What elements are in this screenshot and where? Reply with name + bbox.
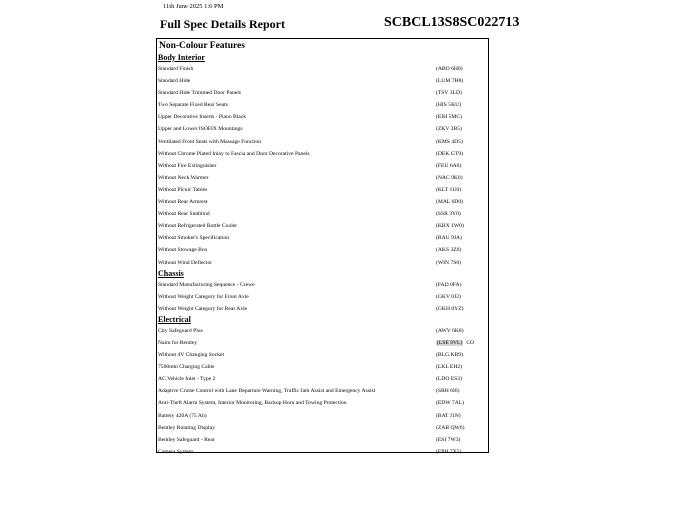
feature-code	[436, 385, 488, 397]
group-heading: Body Interior	[158, 53, 205, 62]
feature-name: Without Stowage Box	[158, 247, 208, 254]
feature-name: Two Separate Fixed Rear Seats	[158, 102, 228, 109]
feature-code-value: (LUM 7H8)	[436, 78, 464, 85]
feature-code-value: (ZAB QW6)	[436, 424, 465, 431]
feature-row	[157, 63, 488, 75]
feature-row	[157, 208, 488, 220]
feature-row	[157, 410, 488, 422]
feature-code-value: (SSR 3Y0)	[436, 211, 461, 218]
vin-number: SCBCL13S8SC022713	[384, 15, 520, 30]
feature-code	[436, 196, 488, 208]
feature-code	[436, 349, 488, 361]
feature-name: Without Chrome Plated Inlay to Fascia and Door Decorative Panels	[158, 150, 310, 157]
feature-code-value: (WIN 7S0)	[436, 259, 462, 266]
feature-code	[436, 373, 488, 385]
feature-row	[157, 244, 488, 256]
feature-name: Bentley Safeguard - Rear	[158, 436, 215, 443]
group-heading: Chassis	[158, 268, 184, 278]
feature-row	[157, 196, 488, 208]
feature-code-value: (ESI 7W3)	[436, 436, 461, 443]
feature-row	[157, 279, 488, 291]
feature-row	[157, 136, 488, 148]
feature-row	[157, 337, 488, 349]
feature-row	[157, 422, 488, 434]
feature-row	[157, 99, 488, 111]
feature-row	[157, 325, 488, 337]
feature-code-value: (FEU 6A0)	[436, 162, 462, 169]
feature-name: Without 4V Changing Socket	[158, 352, 225, 359]
feature-name: Anti-Theft Alarm System, Interior Monitoring, Backup Horn and Towing Protection	[158, 400, 347, 407]
feature-code	[436, 87, 488, 99]
feature-code	[436, 111, 488, 123]
feature-code-value: (FAD 0FA)	[436, 281, 462, 288]
feature-code-value: (ABO 6H0)	[436, 66, 463, 72]
group-heading: Electrical	[158, 314, 191, 324]
feature-row	[157, 123, 488, 135]
feature-name: Camera System	[158, 448, 194, 455]
feature-code-value: (ZKV 3B5)	[436, 126, 462, 133]
report-timestamp: 11th June 2025 1:6 PM	[163, 3, 224, 10]
feature-name: Without Smoker's Specification	[158, 235, 230, 242]
feature-code	[436, 123, 488, 135]
feature-row	[157, 373, 488, 385]
feature-row	[157, 220, 488, 232]
feature-code	[436, 232, 488, 244]
feature-code	[436, 148, 488, 160]
feature-code	[436, 244, 488, 256]
feature-row	[157, 232, 488, 244]
feature-code-value: (EPH 7X5)	[436, 448, 462, 455]
feature-name: Standard Manufacturing Sequence - Crewe	[158, 281, 255, 288]
feature-code-value: (LDO ES3)	[436, 376, 462, 383]
feature-code	[436, 279, 488, 291]
feature-code	[436, 172, 488, 184]
feature-name: Without Rear Sunblind	[158, 211, 210, 218]
feature-name: Upper and Lower ISOFIX Mountings	[158, 126, 243, 133]
feature-code-value: (KBX 1W0)	[436, 223, 464, 230]
feature-name: Battery 420A (75 Ah)	[158, 412, 207, 419]
feature-code	[436, 184, 488, 196]
features-panel	[156, 38, 489, 453]
feature-code-value: (KMS 4D5)	[436, 138, 463, 145]
feature-code-value: (SRH 6I6)	[436, 388, 460, 395]
feature-code-value: (GKV 0J2)	[436, 293, 461, 300]
feature-name: Without Rear Armrest	[158, 199, 208, 206]
feature-name: Upper Decorative Inserts - Piano Black	[158, 114, 247, 121]
report-title: Full Spec Details Report	[160, 17, 285, 31]
feature-code	[436, 63, 488, 75]
feature-row	[157, 291, 488, 303]
feature-row	[157, 160, 488, 172]
feature-code-value: (EIH 5MC)	[436, 114, 462, 121]
feature-name: Without Fire Extinguisher	[158, 162, 217, 169]
feature-row	[157, 184, 488, 196]
feature-code-value: (MAL 6D0)	[436, 199, 463, 206]
feature-code	[436, 410, 488, 422]
feature-row	[157, 361, 488, 373]
feature-code-value: (LSE 9VL)	[437, 339, 463, 346]
feature-row	[157, 303, 488, 315]
feature-row	[157, 172, 488, 184]
feature-list	[157, 53, 488, 458]
feature-code	[436, 422, 488, 434]
feature-name: Bentley Rotating Display	[158, 424, 215, 431]
feature-code-value: (GKH 0YZ)	[436, 305, 464, 312]
feature-name: 7500mm Charging Cable	[158, 364, 215, 371]
feature-row	[157, 148, 488, 160]
feature-row	[157, 75, 488, 87]
feature-code	[436, 75, 488, 87]
feature-code	[436, 325, 488, 337]
feature-code-value: (EDW 7AL)	[436, 400, 465, 407]
feature-name: Standard Finish	[158, 66, 194, 72]
section-title: Non-Colour Features	[159, 41, 245, 51]
feature-code-value: (RAU 9JA)	[436, 235, 462, 242]
feature-name: Without Weight Category for Rear Axle	[158, 305, 248, 312]
feature-name: City Safeguard Plus	[158, 327, 203, 334]
feature-row	[157, 397, 488, 409]
feature-row	[157, 87, 488, 99]
feature-code	[436, 434, 488, 446]
feature-code-value: (KLT 1U0)	[436, 186, 462, 193]
feature-name: Adaptive Cruise Control with Lane Departure Warning, Traffic Jam Assist and Emergency Assist	[158, 388, 376, 395]
feature-code	[436, 303, 488, 315]
feature-code-value: (HIS 5KU)	[436, 102, 462, 109]
feature-code	[436, 99, 488, 111]
feature-name: AC Vehicle Inlet - Type 2	[158, 376, 216, 383]
feature-code-extra: CO	[466, 339, 475, 346]
feature-code-value: (NAC 9K0)	[436, 174, 463, 181]
feature-code	[436, 291, 488, 303]
feature-code	[436, 160, 488, 172]
feature-name: Without Weight Category for Front Axle	[158, 293, 249, 300]
feature-code	[436, 257, 488, 269]
feature-code-value: (AWV 6K8)	[436, 327, 464, 334]
feature-code	[436, 361, 488, 373]
feature-name: Without Neck Warmer	[158, 174, 209, 181]
feature-code-value: (TSV 3LD)	[436, 90, 462, 97]
feature-code	[436, 136, 488, 148]
feature-name: Naim for Bentley	[158, 339, 198, 346]
feature-name: Without Wind Deflector	[158, 259, 213, 266]
feature-code	[436, 337, 488, 349]
feature-row	[157, 349, 488, 361]
feature-row	[157, 111, 488, 123]
feature-code-value: (BAT J1N)	[436, 412, 461, 419]
feature-code-value: (DEK GT9)	[436, 150, 463, 157]
feature-code	[436, 397, 488, 409]
feature-row	[157, 257, 488, 269]
feature-code-value: (BLG KB9)	[436, 352, 463, 359]
feature-row	[157, 434, 488, 446]
feature-code-value: (AKS 3Z6)	[436, 247, 462, 254]
feature-row	[157, 446, 488, 458]
feature-name: Ventilated Front Seats with Massage Function	[158, 138, 262, 145]
feature-row	[157, 385, 488, 397]
feature-code-value: (LKL EH2)	[436, 364, 463, 371]
feature-name: Without Picnic Tables	[158, 186, 208, 193]
feature-name: Without Refrigerated Bottle Cooler	[158, 223, 238, 230]
feature-code	[436, 208, 488, 220]
feature-code	[436, 446, 488, 458]
feature-name: Standard Hide Trimmed Door Panels	[158, 90, 241, 97]
feature-code	[436, 220, 488, 232]
feature-name: Standard Hide	[158, 78, 191, 85]
